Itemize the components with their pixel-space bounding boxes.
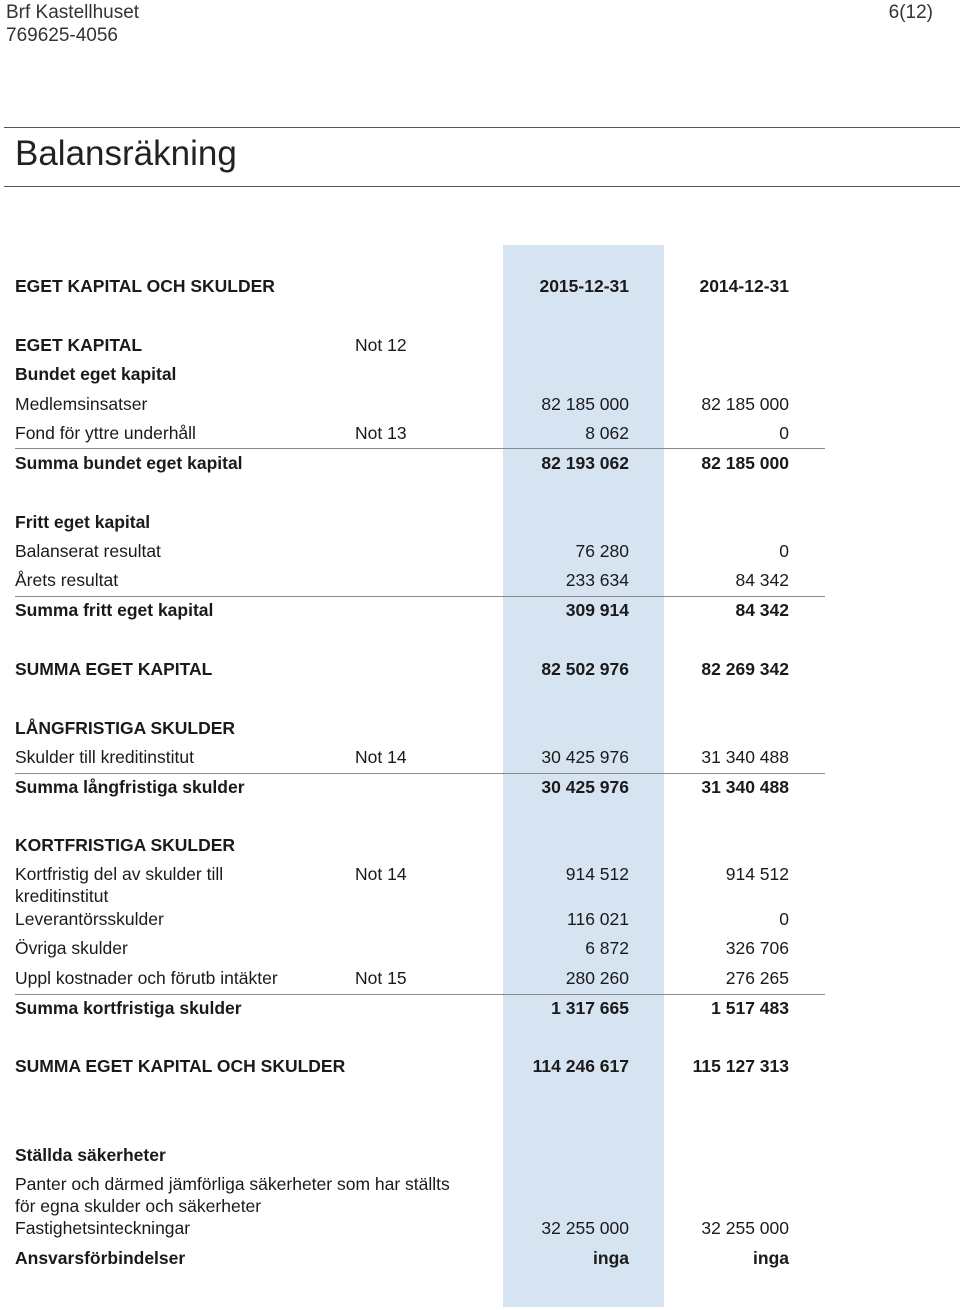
upplupna-kostnader-row xyxy=(0,965,960,991)
summa-fritt-row xyxy=(0,597,960,623)
fond-row xyxy=(0,420,960,446)
value-2015: 280 260 xyxy=(565,968,629,988)
row-label: Skulder till kreditinstitut xyxy=(15,747,194,767)
value-2014: inga xyxy=(753,1248,789,1268)
row-label: Årets resultat xyxy=(15,570,119,590)
arets-resultat-row xyxy=(0,567,960,593)
row-label: Ställda säkerheter xyxy=(15,1145,166,1165)
value-2014: 0 xyxy=(779,909,789,929)
ovriga-skulder-row xyxy=(0,935,960,961)
eget-kapital-heading-row xyxy=(0,332,960,358)
row-label: EGET KAPITAL xyxy=(15,335,143,355)
value-2015: 914 512 xyxy=(565,864,629,884)
value-2014: 31 340 488 xyxy=(701,747,789,767)
value-2014: 0 xyxy=(779,541,789,561)
org-name: Brf Kastellhuset xyxy=(6,2,140,23)
value-2014: 82 185 000 xyxy=(701,453,789,473)
value-2015: 8 062 xyxy=(585,423,629,443)
value-2015: inga xyxy=(593,1248,629,1268)
page-title: Balansräkning xyxy=(15,134,237,173)
row-label-continued: kreditinstitut xyxy=(15,886,109,906)
row-label: Summa fritt eget kapital xyxy=(15,600,214,620)
row-label: Balanserat resultat xyxy=(15,541,161,561)
row-label: Fastighetsinteckningar xyxy=(15,1218,191,1238)
divider xyxy=(15,448,825,449)
value-2015: 82 185 000 xyxy=(541,394,629,414)
row-label: Fritt eget kapital xyxy=(15,512,151,532)
value-2015: 6 872 xyxy=(585,938,629,958)
fritt-heading-row xyxy=(0,509,960,535)
summa-langfristiga-row xyxy=(0,774,960,800)
section-heading: EGET KAPITAL OCH SKULDER xyxy=(15,276,275,296)
row-note: Not 15 xyxy=(355,968,407,988)
summa-kortfristiga-row xyxy=(0,995,960,1021)
value-2015: 116 021 xyxy=(567,909,629,929)
org-number: 769625-4056 xyxy=(6,25,118,46)
value-2014: 82 185 000 xyxy=(701,394,789,414)
summa-bundet-row xyxy=(0,450,960,476)
panter-row xyxy=(0,1171,960,1219)
value-2015: 32 255 000 xyxy=(541,1218,629,1238)
ansvarsforbindelser-row xyxy=(0,1245,960,1271)
row-label: Summa långfristiga skulder xyxy=(15,777,245,797)
value-2014: 326 706 xyxy=(725,938,789,958)
value-2014: 84 342 xyxy=(735,600,789,620)
leverantorsskulder-row xyxy=(0,906,960,932)
row-label: Panter och därmed jämförliga säkerheter som har ställts xyxy=(15,1174,450,1194)
row-label: Summa kortfristiga skulder xyxy=(15,998,242,1018)
stallda-sakerheter-heading-row xyxy=(0,1142,960,1168)
balanserat-row xyxy=(0,538,960,564)
row-label: Uppl kostnader och förutb intäkter xyxy=(15,968,278,988)
value-2015: 82 502 976 xyxy=(541,659,629,679)
medlemsinsatser-row xyxy=(0,391,960,417)
row-label: Bundet eget kapital xyxy=(15,364,177,384)
value-2015: 30 425 976 xyxy=(541,777,629,797)
value-2014: 276 265 xyxy=(725,968,789,988)
value-2014: 84 342 xyxy=(735,570,789,590)
row-label: Kortfristig del av skulder till xyxy=(15,864,224,884)
row-label-continued: för egna skulder och säkerheter xyxy=(15,1196,262,1216)
bundet-heading-row xyxy=(0,361,960,387)
value-2014: 32 255 000 xyxy=(701,1218,789,1238)
value-2015: 309 914 xyxy=(565,600,629,620)
row-label: Övriga skulder xyxy=(15,938,128,958)
value-2015: 30 425 976 xyxy=(541,747,629,767)
skulder-kreditinstitut-row xyxy=(0,744,960,770)
column-header-row xyxy=(0,273,960,299)
row-label: LÅNGFRISTIGA SKULDER xyxy=(15,718,236,738)
row-note: Not 14 xyxy=(355,864,407,884)
value-2015: 76 280 xyxy=(575,541,629,561)
row-label: Summa bundet eget kapital xyxy=(15,453,243,473)
value-2015: 114 246 617 xyxy=(532,1056,629,1076)
value-2015: 1 317 665 xyxy=(551,998,629,1018)
row-label: SUMMA EGET KAPITAL xyxy=(15,659,213,679)
langfristiga-heading-row xyxy=(0,715,960,741)
row-label: Fond för yttre underhåll xyxy=(15,423,196,443)
page-number: 6(12) xyxy=(888,2,933,23)
title-rule xyxy=(4,186,960,187)
year-2014-header: 2014-12-31 xyxy=(699,276,789,296)
summa-total-row xyxy=(0,1053,960,1079)
summa-eget-kapital-row xyxy=(0,656,960,682)
year-2015-header: 2015-12-31 xyxy=(539,276,629,296)
row-note: Not 13 xyxy=(355,423,407,443)
kortfristiga-heading-row xyxy=(0,832,960,858)
kortfristig-del-row xyxy=(0,861,960,909)
value-2014: 82 269 342 xyxy=(701,659,789,679)
value-2014: 0 xyxy=(779,423,789,443)
top-rule xyxy=(4,127,960,128)
value-2014: 1 517 483 xyxy=(711,998,789,1018)
row-label: Leverantörsskulder xyxy=(15,909,164,929)
value-2014: 31 340 488 xyxy=(701,777,789,797)
value-2015: 233 634 xyxy=(565,570,629,590)
value-2014: 115 127 313 xyxy=(692,1056,789,1076)
row-label: Medlemsinsatser xyxy=(15,394,148,414)
fastighetsinteckningar-row xyxy=(0,1215,960,1241)
row-note: Not 12 xyxy=(355,335,407,355)
value-2014: 914 512 xyxy=(725,864,789,884)
row-label: Ansvarsförbindelser xyxy=(15,1248,186,1268)
row-label: KORTFRISTIGA SKULDER xyxy=(15,835,236,855)
value-2015: 82 193 062 xyxy=(541,453,629,473)
row-note: Not 14 xyxy=(355,747,407,767)
row-label: SUMMA EGET KAPITAL OCH SKULDER xyxy=(15,1056,346,1076)
